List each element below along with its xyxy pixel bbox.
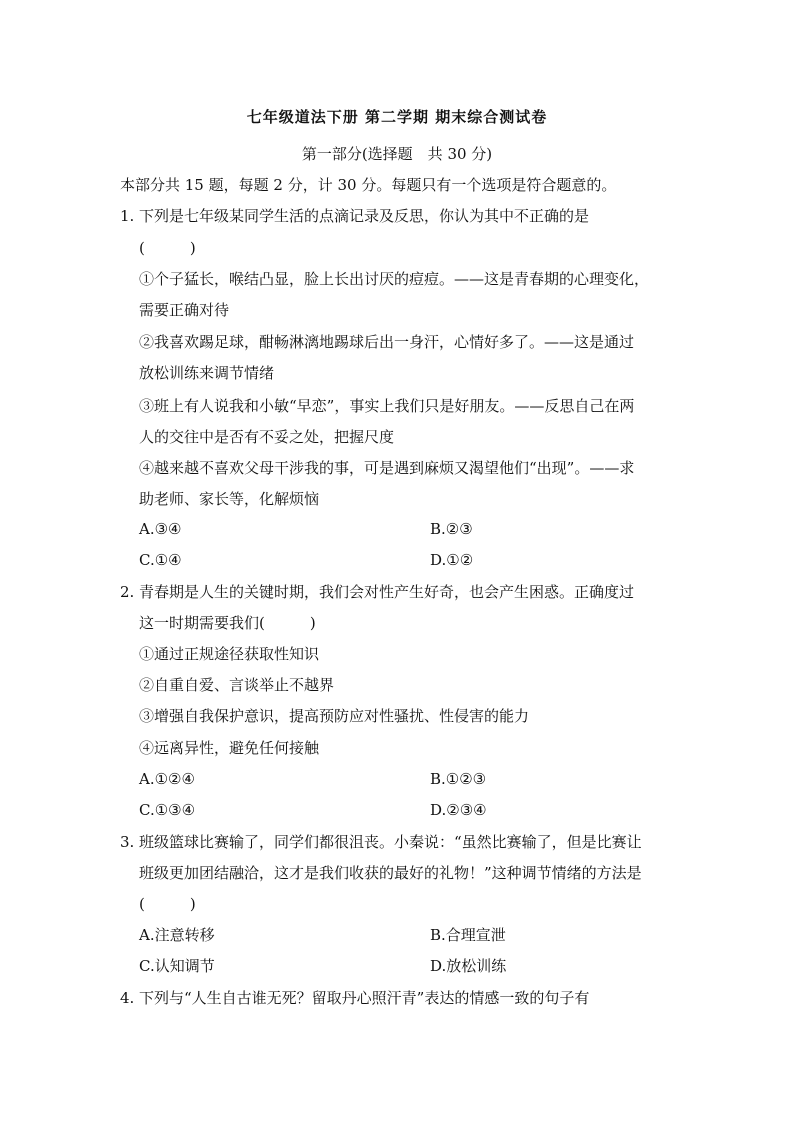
option-a: A.注意转移: [139, 926, 215, 944]
option-d: D.②③④: [430, 801, 487, 819]
answer-blank: ( ): [139, 239, 196, 257]
section-intro: 本部分共 15 题，每题 2 分，计 30 分。每题只有一个选项是符合题意的。: [120, 176, 617, 194]
option-b: B.①②③: [430, 770, 487, 788]
statement-line: ③增强自我保护意识，提高预防应对性骚扰、性侵害的能力: [139, 707, 530, 725]
statement-line: 助老师、家长等，化解烦恼: [139, 490, 320, 508]
question-number: 3.: [120, 833, 135, 851]
statement-line: ④越来越不喜欢父母干涉我的事，可是遇到麻烦又渴望他们“出现”。——求: [139, 459, 635, 477]
option-c: C.①③④: [139, 801, 196, 819]
option-d: D.放松训练: [430, 957, 507, 975]
statement-line: 需要正确对待: [139, 301, 230, 319]
statement-line: 人的交往中是否有不妥之处，把握尺度: [139, 428, 395, 446]
option-d: D.①②: [430, 551, 474, 569]
option-b: B.②③: [430, 520, 473, 538]
option-a: A.③④: [139, 520, 182, 538]
statement-line: ④远离异性，避免任何接触: [139, 739, 320, 757]
question-number: 2.: [120, 583, 135, 601]
statement-line: ①个子猛长，喉结凸显，脸上长出讨厌的痘痘。——这是青春期的心理变化，: [139, 270, 650, 288]
statement-line: 放松训练来调节情绪: [139, 364, 275, 382]
option-c: C.①④: [139, 551, 182, 569]
question-stem-line: 下列是七年级某同学生活的点滴记录及反思，你认为其中不正确的是: [139, 207, 590, 225]
question-stem-line: 青春期是人生的关键时期，我们会对性产生好奇，也会产生困惑。正确度过: [139, 583, 635, 601]
option-a: A.①②④: [139, 770, 195, 788]
answer-blank: ( ): [139, 895, 196, 913]
question-stem-line: 班级篮球比赛输了，同学们都很沮丧。小秦说：“虽然比赛输了，但是比赛让: [139, 833, 642, 851]
page-title: 七年级道法下册 第二学期 期末综合测试卷: [246, 108, 548, 126]
question-number: 4.: [120, 989, 135, 1007]
section-header: 第一部分(选择题 共 30 分): [301, 145, 493, 163]
question-number: 1.: [120, 207, 135, 225]
question-stem-line: 下列与“人生自古谁无死？留取丹心照汗青”表达的情感一致的句子有: [139, 989, 590, 1007]
statement-line: ②自重自爱、言谈举止不越界: [139, 676, 335, 694]
question-stem-line: 这一时期需要我们( ): [139, 614, 316, 632]
option-c: C.认知调节: [139, 957, 215, 975]
statement-line: ②我喜欢踢足球，酣畅淋漓地踢球后出一身汗，心情好多了。——这是通过: [139, 333, 635, 351]
question-stem-line: 班级更加团结融洽，这才是我们收获的最好的礼物！”这种调节情绪的方法是: [139, 864, 642, 882]
option-b: B.合理宣泄: [430, 926, 506, 944]
statement-line: ①通过正规途径获取性知识: [139, 645, 320, 663]
statement-line: ③班上有人说我和小敏“早恋”，事实上我们只是好朋友。——反思自己在两: [139, 397, 635, 415]
